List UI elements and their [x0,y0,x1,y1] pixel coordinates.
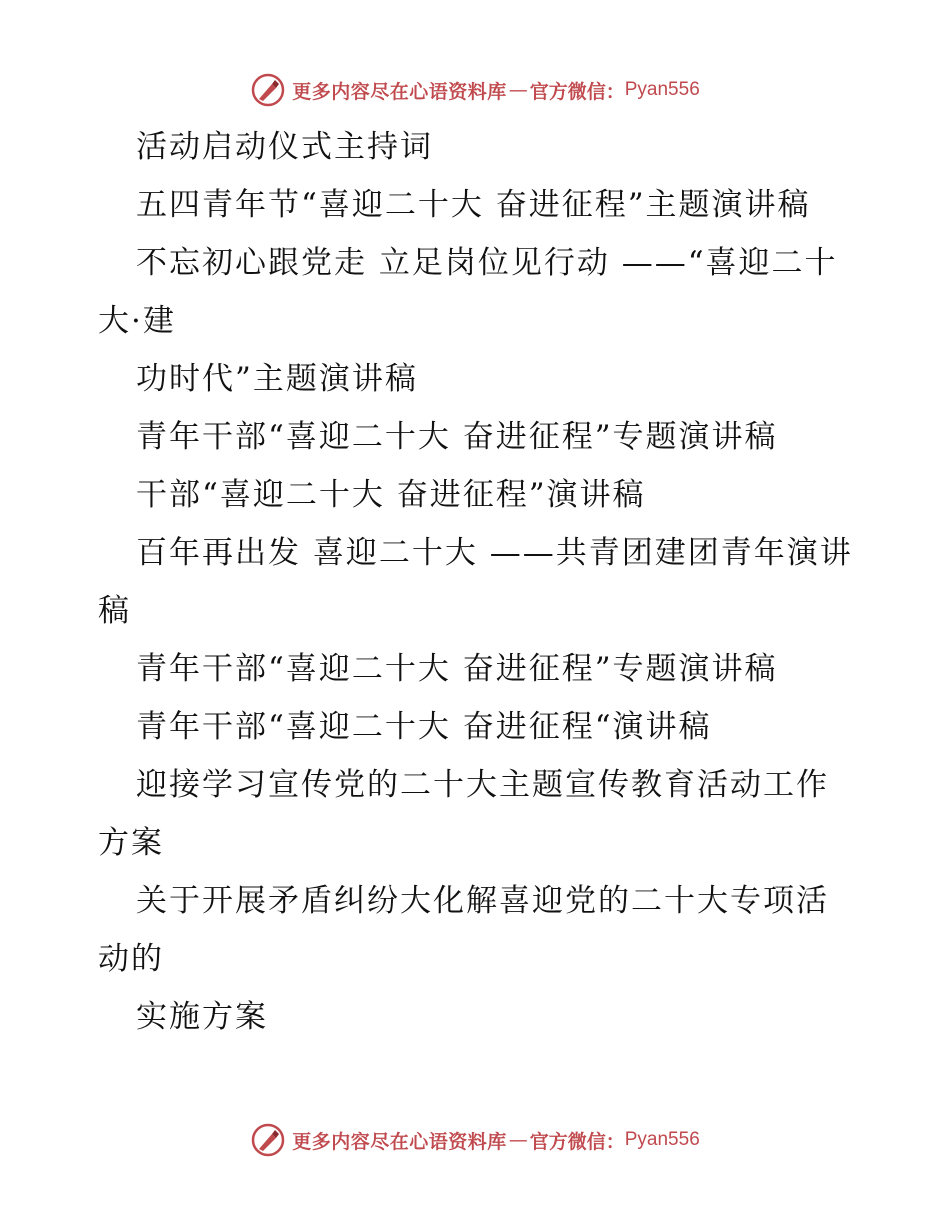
doc-line: 不忘初心跟党走 立足岗位见行动 ——“喜迎二十大·建 [98,245,838,339]
doc-line: 关于开展矛盾纠纷大化解喜迎党的二十大专项活动的 [98,883,829,977]
header-watermark [0,70,950,110]
footer-watermark [0,1120,950,1160]
doc-line: 活动启动仪式主持词 [136,129,433,165]
watermark-label: 官方微信： [529,80,625,103]
doc-line: 青年干部“喜迎二十大 奋进征程“演讲稿 [136,709,712,745]
doc-line: 五四青年节“喜迎二十大 奋进征程”主题演讲稿 [136,187,811,223]
watermark-label: 官方微信： [529,1130,625,1153]
document-body [98,118,858,1046]
watermark-site-text: 更多内容尽在心语资料库 [292,1130,507,1153]
doc-line: 迎接学习宣传党的二十大主题宣传教育活动工作方案 [98,767,829,861]
doc-line: 百年再出发 喜迎二十大 ——共青团建团青年演讲稿 [98,535,853,629]
watermark-separator: — [508,1129,528,1151]
watermark-separator: — [508,79,528,101]
pen-logo-icon [250,72,286,108]
watermark-id: Pyan556 [624,1129,700,1150]
doc-line: 青年干部“喜迎二十大 奋进征程”专题演讲稿 [136,419,778,455]
watermark-id: Pyan556 [624,79,700,100]
pen-logo-icon [250,1122,286,1158]
doc-line: 干部“喜迎二十大 奋进征程”演讲稿 [136,477,646,513]
watermark-site-text: 更多内容尽在心语资料库 [292,80,507,103]
doc-line: 实施方案 [136,999,268,1035]
doc-line: 青年干部“喜迎二十大 奋进征程”专题演讲稿 [136,651,778,687]
doc-line: 功时代”主题演讲稿 [136,361,418,397]
